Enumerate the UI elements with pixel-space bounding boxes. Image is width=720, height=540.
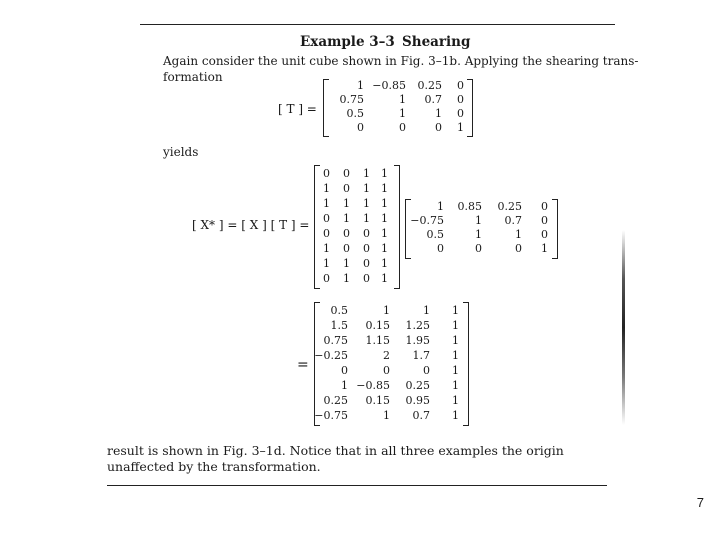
matrix-cell: 1 xyxy=(323,257,330,270)
matrix-cell: 0.15 xyxy=(365,319,390,332)
matrix-cell: 0 xyxy=(457,79,464,92)
t-matrix-right-bracket xyxy=(467,79,473,137)
matrix-cell: 1 xyxy=(541,242,548,255)
matrix-cell: 0.5 xyxy=(346,107,364,120)
matrix-cell: 1 xyxy=(381,182,388,195)
bottom-rule xyxy=(107,485,607,486)
matrix-cell: 1 xyxy=(437,200,444,213)
matrix-cell: 1 xyxy=(323,242,330,255)
result-matrix-right-bracket xyxy=(463,302,469,426)
matrix-cell: 0.25 xyxy=(497,200,522,213)
matrix-cell: 0.25 xyxy=(323,394,348,407)
result-matrix xyxy=(314,304,461,424)
matrix-cell: 1.25 xyxy=(405,319,430,332)
matrix-cell: 1 xyxy=(515,228,522,241)
matrix-cell: −0.75 xyxy=(314,409,348,422)
matrix-cell: 0 xyxy=(323,212,330,225)
matrix-cell: 0 xyxy=(363,227,370,240)
matrix-cell: 0 xyxy=(399,121,406,134)
matrix-cell: 1 xyxy=(452,394,459,407)
example-number: Example 3–3 xyxy=(300,34,395,50)
example-topic: Shearing xyxy=(402,34,471,50)
matrix-cell: 0.95 xyxy=(405,394,430,407)
t-matrix-left-bracket xyxy=(323,79,329,137)
matrix-cell: 1 xyxy=(452,364,459,377)
matrix-cell: 1.15 xyxy=(365,334,390,347)
matrix-cell: 0 xyxy=(363,272,370,285)
matrix-cell: 1 xyxy=(341,379,348,392)
matrix-cell: 1 xyxy=(323,197,330,210)
matrix-cell: 0 xyxy=(475,242,482,255)
matrix-cell: 1 xyxy=(363,197,370,210)
matrix-cell: 2 xyxy=(383,349,390,362)
x-matrix-right-bracket xyxy=(394,165,400,289)
matrix-cell: 0.75 xyxy=(339,93,364,106)
matrix-cell: 0.5 xyxy=(426,228,444,241)
matrix-cell: 0.5 xyxy=(330,304,348,317)
matrix-cell: 1 xyxy=(363,212,370,225)
matrix-cell: 0 xyxy=(363,257,370,270)
matrix-cell: 1 xyxy=(399,93,406,106)
t-matrix xyxy=(330,79,466,137)
matrix-cell: 0.85 xyxy=(457,200,482,213)
matrix-cell: 1 xyxy=(381,227,388,240)
matrix-cell: −0.75 xyxy=(410,214,444,227)
matrix-cell: 1 xyxy=(452,349,459,362)
matrix-cell: 0 xyxy=(323,272,330,285)
matrix-cell: −0.25 xyxy=(314,349,348,362)
matrix-cell: 0.7 xyxy=(412,409,430,422)
matrix-cell: 1 xyxy=(475,214,482,227)
matrix-cell: 1 xyxy=(452,334,459,347)
matrix-cell: −0.85 xyxy=(372,79,406,92)
matrix-cell: 0 xyxy=(383,364,390,377)
t2-matrix xyxy=(410,200,550,258)
matrix-cell: 1 xyxy=(452,379,459,392)
matrix-cell: 0 xyxy=(437,242,444,255)
intro-line-2: formation xyxy=(163,70,223,84)
matrix-cell: 0 xyxy=(435,121,442,134)
matrix-cell: 0 xyxy=(343,242,350,255)
matrix-cell: 1 xyxy=(343,272,350,285)
equals-sign: = xyxy=(297,357,309,373)
closing-line-1: result is shown in Fig. 3–1d. Notice that in all three examples the origin xyxy=(107,443,564,458)
matrix-cell: 1 xyxy=(399,107,406,120)
matrix-cell: 0 xyxy=(541,228,548,241)
t-matrix-label: [ T ] = xyxy=(278,102,317,116)
matrix-cell: 1 xyxy=(343,197,350,210)
matrix-cell: 0 xyxy=(343,227,350,240)
matrix-cell: 1 xyxy=(381,242,388,255)
matrix-cell: 1 xyxy=(383,409,390,422)
matrix-cell: 0 xyxy=(423,364,430,377)
closing-line-2: unaffected by the transformation. xyxy=(107,459,321,474)
page-number: 7 xyxy=(696,495,704,510)
matrix-cell: 0 xyxy=(341,364,348,377)
matrix-cell: 0 xyxy=(457,93,464,106)
yields-text: yields xyxy=(163,145,199,159)
matrix-cell: 1 xyxy=(343,257,350,270)
matrix-cell: 0.7 xyxy=(504,214,522,227)
matrix-cell: 1 xyxy=(363,182,370,195)
matrix-cell: 0 xyxy=(357,121,364,134)
matrix-cell: 1 xyxy=(435,107,442,120)
matrix-cell: 1 xyxy=(381,167,388,180)
matrix-cell: 1 xyxy=(452,304,459,317)
matrix-cell: 1 xyxy=(323,182,330,195)
matrix-cell: 1 xyxy=(357,79,364,92)
matrix-cell: 0.15 xyxy=(365,394,390,407)
matrix-cell: 1 xyxy=(457,121,464,134)
matrix-cell: −0.85 xyxy=(356,379,390,392)
matrix-cell: 0 xyxy=(541,214,548,227)
matrix-cell: 1 xyxy=(475,228,482,241)
matrix-cell: 0.25 xyxy=(405,379,430,392)
matrix-cell: 0 xyxy=(343,167,350,180)
matrix-cell: 1 xyxy=(381,272,388,285)
matrix-cell: 1 xyxy=(381,212,388,225)
t2-matrix-right-bracket xyxy=(552,199,558,259)
matrix-cell: 1.5 xyxy=(330,319,348,332)
matrix-cell: 0 xyxy=(515,242,522,255)
matrix-cell: 1.95 xyxy=(405,334,430,347)
matrix-cell: 1 xyxy=(363,167,370,180)
matrix-cell: 0 xyxy=(343,182,350,195)
matrix-cell: 1 xyxy=(452,409,459,422)
matrix-cell: 0.25 xyxy=(417,79,442,92)
matrix-cell: 1 xyxy=(381,257,388,270)
matrix-cell: 0 xyxy=(457,107,464,120)
matrix-cell: 1 xyxy=(343,212,350,225)
matrix-cell: 0 xyxy=(323,227,330,240)
matrix-cell: 0.75 xyxy=(323,334,348,347)
matrix-cell: 1 xyxy=(383,304,390,317)
matrix-cell: 0 xyxy=(541,200,548,213)
matrix-cell: 1 xyxy=(452,319,459,332)
matrix-cell: 0.7 xyxy=(424,93,442,106)
scan-edge xyxy=(622,230,625,425)
x-matrix xyxy=(318,167,392,287)
matrix-cell: 1 xyxy=(381,197,388,210)
top-rule xyxy=(140,24,615,25)
intro-line-1: Again consider the unit cube shown in Fig. 3–1b. Applying the shearing trans- xyxy=(163,54,639,68)
matrix-cell: 0 xyxy=(323,167,330,180)
matrix-cell: 1.7 xyxy=(412,349,430,362)
matrix-cell: 1 xyxy=(423,304,430,317)
x-star-label: [ X* ] = [ X ] [ T ] = xyxy=(192,218,310,232)
matrix-cell: 0 xyxy=(363,242,370,255)
